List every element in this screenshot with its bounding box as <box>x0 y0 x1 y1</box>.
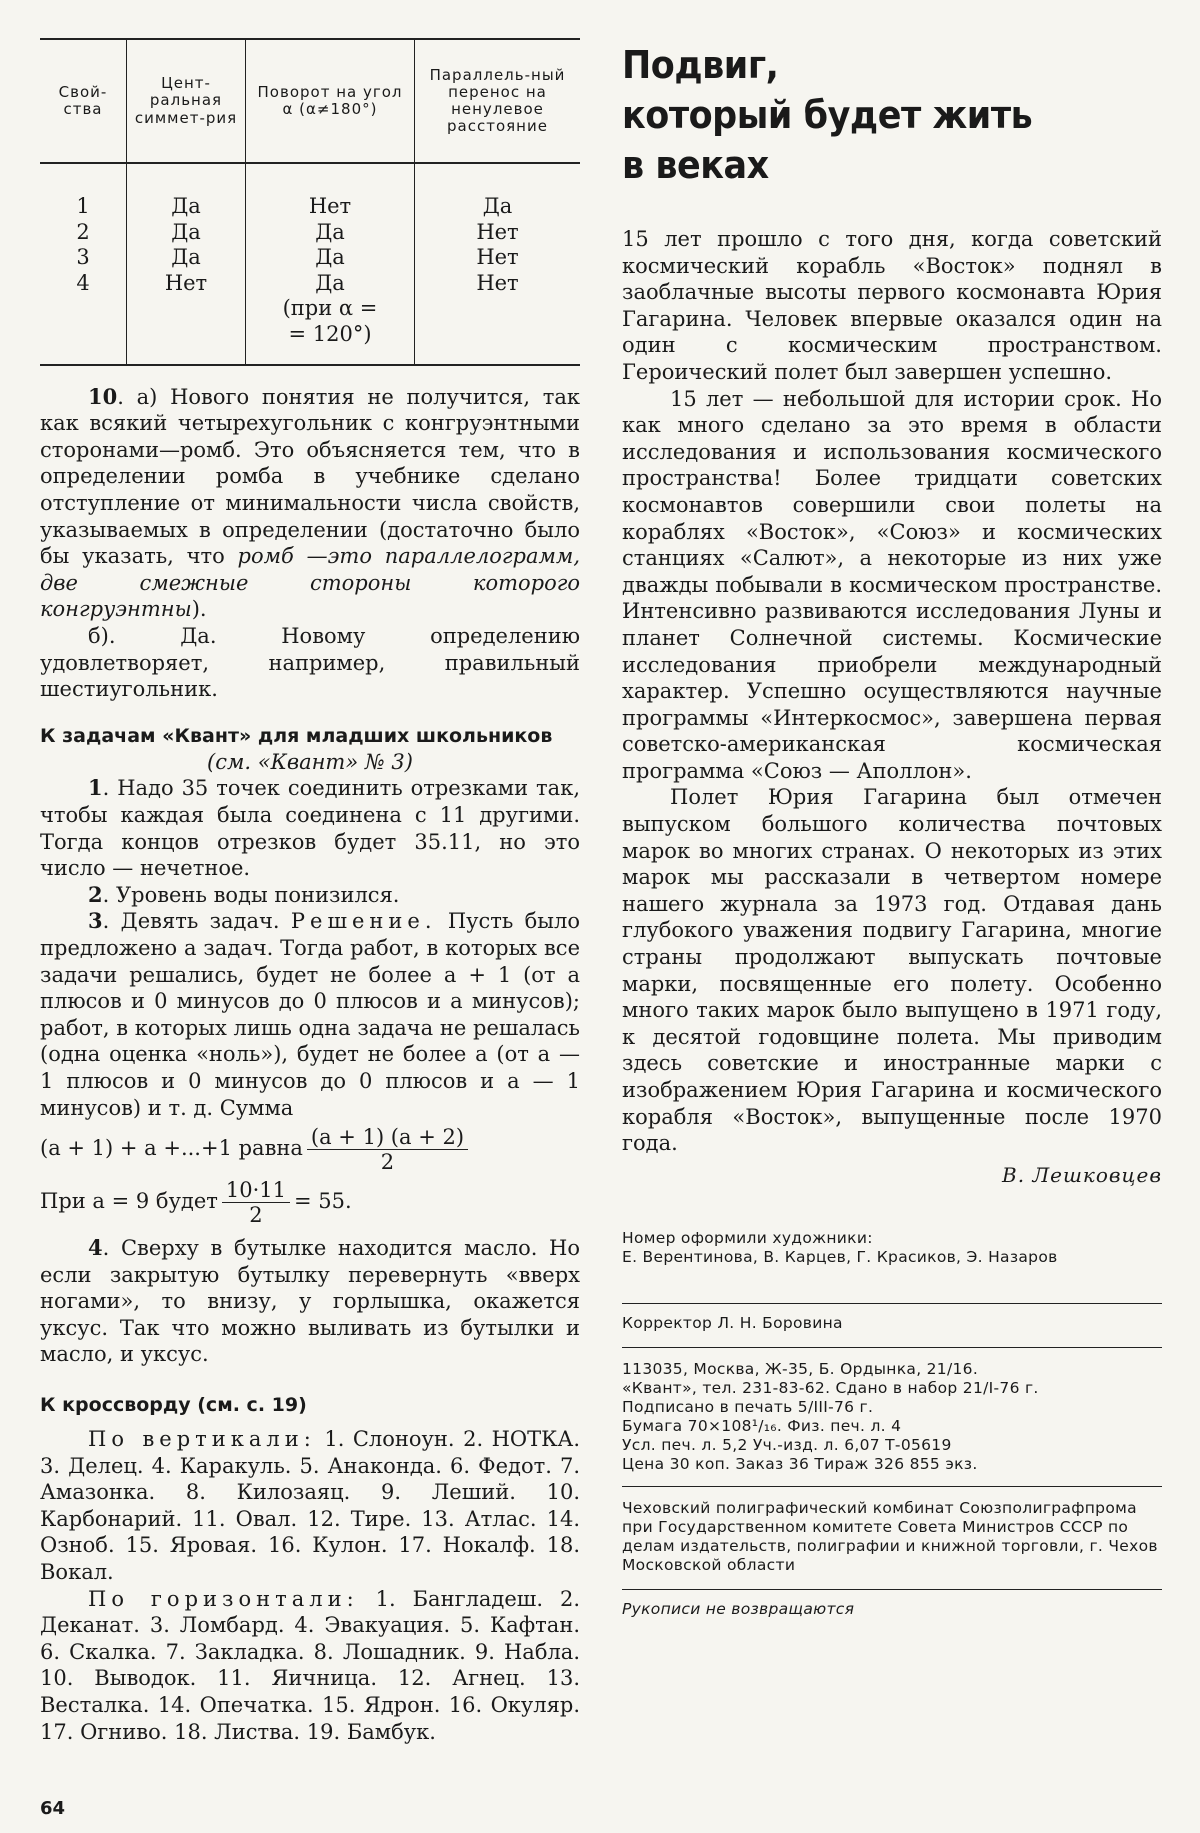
cell-value: Да <box>171 194 201 218</box>
cell-value: Да <box>482 194 513 218</box>
properties-table <box>40 38 580 366</box>
publisher-info <box>622 1348 1162 1486</box>
cell-value: Да <box>171 219 201 244</box>
cell-value: Нет <box>164 270 208 295</box>
cell-value: Нет <box>308 194 352 218</box>
fraction-denominator: 2 <box>380 1150 395 1175</box>
cell-value: 3 <box>76 245 90 270</box>
fraction-numerator: (a + 1) (a + 2) <box>307 1125 468 1150</box>
page-number: 64 <box>40 1798 66 1819</box>
table-header: Свой-ства <box>40 39 127 163</box>
formula-text: (a + 1) + a +...+1 равна <box>40 1136 303 1161</box>
table-cell <box>246 163 415 365</box>
manuscript-notice: Рукописи не возвращаются <box>622 1599 855 1618</box>
table-header: Поворот на угол α (α≠180°) <box>246 39 415 163</box>
section-heading-crossword: К кроссворду (см. с. 19) <box>40 1394 307 1417</box>
info-line: 113035, Москва, Ж-35, Б. Ордынка, 21/16. <box>622 1359 979 1378</box>
article-title <box>622 40 1119 190</box>
title-line: Подвиг, <box>622 43 779 87</box>
fraction-numerator: 10·11 <box>222 1178 290 1203</box>
artists-credit <box>622 1229 1162 1267</box>
right-column <box>622 38 1162 1619</box>
table-row <box>40 163 580 365</box>
cell-value: 4 <box>76 270 90 295</box>
answer-text: . Сверху в бутылке находится масло. Но если закрытую бутылку перевернуть «вверх ногами», то внизу, у горлышка, окажется уксус. Так что можно выливать из бутылки и масло, и уксус. <box>40 1236 580 1367</box>
corrector-credit: Корректор Л. Н. Боровина <box>622 1313 843 1332</box>
title-line: в веках <box>622 143 769 187</box>
crossword-answers: 1. Слоноун. 2. НОТКА. 3. Делец. 4. Каракуль. 5. Анаконда. 6. Федот. 7. Амазонка. 8. Килозаяц. 9. Леший. 10. Карбонарий. 11. Овал. 12. Тире. 13. Атлас. 14. Озноб. 15. Яровая. 16. Кулон. 17. Нокалф. 18. Вокал. <box>40 1427 580 1585</box>
info-line: Усл. печ. л. 5,2 Уч.-изд. л. 6,07 Т-05619 <box>622 1435 952 1454</box>
article-paragraph: 15 лет — небольшой для истории срок. Но как много сделано за это время в области исследования и использования космического пространства! Более тридцати советских космонавтов совершили свои полеты на кораблях «Восток», «Союз» и космических станциях «Салют», а некоторые из них уже дважды побывали в космическом пространстве. Интенсивно развиваются исследования Луны и планет Солнечной системы. Космические исследования приобрели международный характер. Успешно осуществляются научные программы «Интеркосмос», завершена первая советско-американская космическая программа «Союз — Аполлон». <box>622 386 1162 783</box>
credit-names: Е. Верентинова, В. Карцев, Г. Красиков, Э. Назаров <box>622 1247 1058 1266</box>
cell-value: 2 <box>76 219 90 244</box>
info-line: Цена 30 коп. Заказ 36 Тираж 326 855 экз. <box>622 1454 978 1473</box>
crossword-answers: 1. Бангладеш. 2. Деканат. 3. Ломбард. 4. Эвакуация. 5. Кафтан. 6. Скалка. 7. Закладка. 8. Лошадник. 9. Набла. 10. Выводок. 11. Яичница. 12. Агнец. 13. Весталка. 14. Опечатка. 15. Ядрон. 16. Окуляр. 17. Огниво. 18. Листва. 19. Бамбук. <box>40 1586 580 1744</box>
formula-text: При a = 9 будет <box>40 1189 218 1214</box>
answer-text: ). <box>191 597 207 622</box>
table-header: Цент-ральная симмет-рия <box>127 39 246 163</box>
answer-text: . Уровень воды понизился. <box>102 882 400 907</box>
printer-info <box>622 1487 1162 1589</box>
info-line: Бумага 70×108¹/₁₆. Физ. печ. л. 4 <box>622 1416 902 1435</box>
answer-number: 10 <box>88 383 118 409</box>
answer-number: 1 <box>88 775 103 801</box>
info-line: при Государственном комитете Совета Министров СССР по делам издательств, полиграфии и книжной торговли, г. Чехов Московской области <box>622 1517 1158 1574</box>
cell-value: Да <box>315 270 345 295</box>
cell-value: Нет <box>476 219 519 244</box>
cell-value: Да <box>171 245 201 270</box>
cell-value: 1 <box>76 194 90 218</box>
fraction <box>307 1125 468 1174</box>
answer-spaced-word: Решение. <box>290 909 437 934</box>
article-paragraph: Полет Юрия Гагарина был отмечен выпуском большого количества почтовых марок во многих странах. О некоторых из этих марок мы рассказали в четвертом номере нашего журнала за 1973 год. Отдавая дань глубокого уважения подвигу Гагарина, многие страны продолжают выпускать почтовые марки, посвященные его полету. Особенно много таких марок было выпущено в 1971 году, к десятой годовщине полета. Мы приводим здесь советские и иностранные марки с изображением Юрия Гагарина и космического корабля «Восток», выпущенные после 1970 года. <box>622 785 1162 1156</box>
credit-label: Номер оформили художники: <box>622 1228 873 1247</box>
cell-value: Да <box>315 245 345 270</box>
crossword-label: По горизонтали: <box>88 1586 359 1611</box>
answer-10a <box>40 384 580 623</box>
answer-text: . а) Нового понятия не получится, так как всякий четырехугольник с конгруэнтными сторонами—ромб. Это объясняется тем, что в определении ромба в учебнике сделано отступление от минимальности числа свойств, указываемых в определении (достаточно было бы указать, что <box>40 384 580 569</box>
article-author: В. Лешковцев <box>1002 1162 1162 1187</box>
answer-number: 3 <box>88 908 103 934</box>
answer-4 <box>40 1235 580 1368</box>
answer-number: 2 <box>88 881 103 907</box>
table-cell <box>40 163 127 365</box>
crossword-horizontal <box>40 1586 580 1746</box>
answer-text: Пусть было предложено a задач. Тогда работ, в которых все задачи решались, будет не более a + 1 (от a плюсов и 0 минусов до 0 плюсов и a минусов); работ, в которых лишь одна задача не решалась (одна оценка «ноль»), будет не более a (от a — 1 плюсов и 0 минусов до 0 плюсов и a — 1 минусов) и т. д. Сумма <box>40 909 580 1120</box>
formula-sum <box>40 1125 580 1174</box>
answer-number: 4 <box>88 1235 103 1261</box>
answer-10b: б). Да. Новому определению удовлетворяет, например, правильный шестиугольник. <box>40 624 580 702</box>
table-header: Параллель-ный перенос на ненулевое расстояние <box>415 39 581 163</box>
crossword-vertical <box>40 1426 580 1586</box>
cell-value: Нет <box>476 245 519 270</box>
formula-result <box>40 1178 580 1227</box>
answer-text: . Надо 35 точек соединить отрезками так, чтобы каждая была соединена с 11 другими. Тогда концов отрезков будет 35.11, но это число — нечетное. <box>40 776 580 881</box>
answer-2 <box>40 882 580 909</box>
cell-value: Нет <box>476 270 519 295</box>
table-cell <box>415 163 581 365</box>
cell-value: = 120°) <box>288 322 372 347</box>
crossword-label: По вертикали: <box>88 1427 316 1452</box>
answer-1 <box>40 775 580 881</box>
fraction <box>222 1178 290 1227</box>
answer-text: . Девять задач. <box>102 909 280 934</box>
answer-italic: ромб —это параллелограмм, две смежные стороны которого конгруэнтны <box>40 544 581 622</box>
answer-3 <box>40 908 580 1121</box>
formula-text: = 55. <box>294 1189 352 1214</box>
article-paragraph: 15 лет прошло с того дня, когда советский космический корабль «Восток» поднял в заоблачные высоты первого космонавта Юрия Гагарина. Человек впервые оказался один на один с космическим пространством. Героический полет был завершен успешно. <box>622 227 1162 384</box>
fraction-denominator: 2 <box>249 1203 263 1228</box>
section-heading-kvant: К задачам «Квант» для младших школьников <box>40 724 553 747</box>
section-subheading: (см. «Квант» № 3) <box>207 749 413 774</box>
info-line: «Квант», тел. 231-83-62. Сдано в набор 21/I-76 г. <box>622 1378 1039 1397</box>
table-cell <box>127 163 246 365</box>
info-line: Чеховский полиграфический комбинат Союзполиграфпрома <box>622 1498 1137 1517</box>
cell-value: (при α = <box>282 296 378 321</box>
left-column <box>40 38 580 1745</box>
info-line: Подписано в печать 5/III-76 г. <box>622 1397 874 1416</box>
title-line: который будет жить <box>622 93 1033 137</box>
cell-value: Да <box>315 219 345 244</box>
